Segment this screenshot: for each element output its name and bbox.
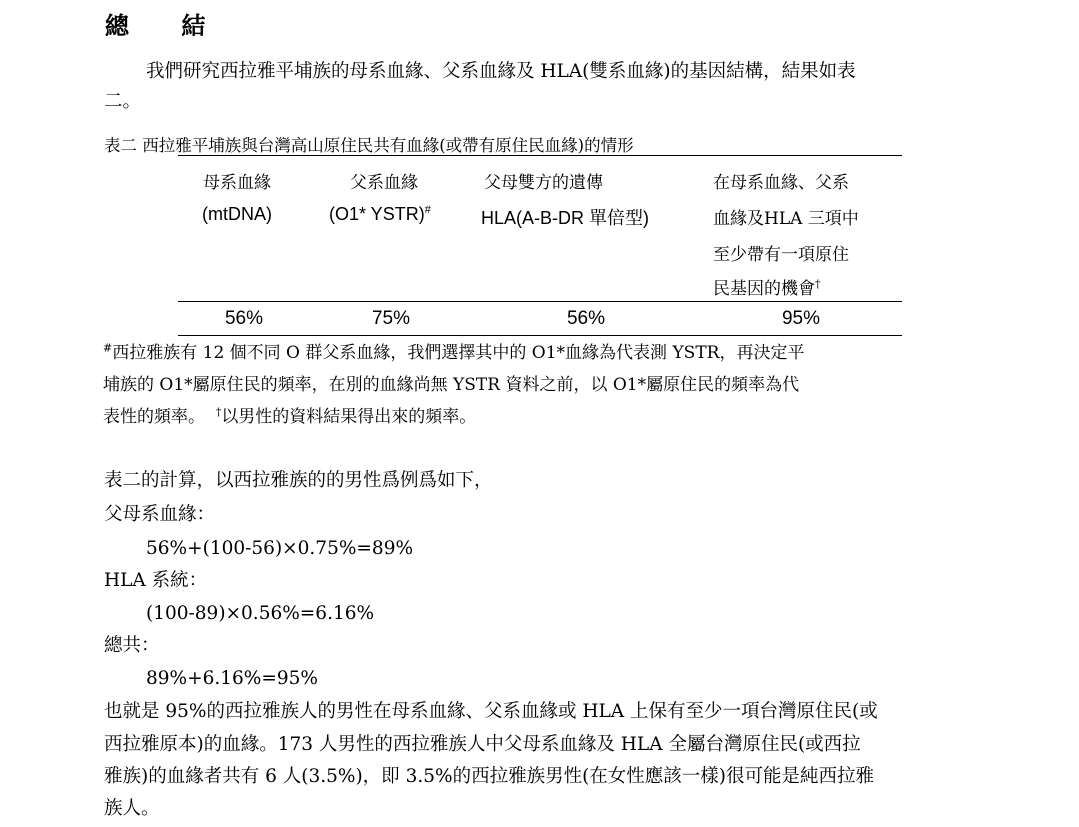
conclusion-line-4: 族人。: [104, 798, 160, 819]
value-paternal: 75%: [371, 308, 411, 329]
header-biparental-sub: HLA(A-B-DR 單倍型): [481, 208, 650, 228]
header-paternal-sub: (O1* YSTR)#: [329, 204, 431, 224]
table-caption: 表二 西拉雅平埔族與台灣高山原住民共有血緣(或帶有原住民血緣)的情形: [104, 136, 634, 155]
footnote-line-3: 表性的頻率。 †以男性的資料結果得出來的頻率。: [103, 405, 477, 427]
header-maternal: 母系血緣: [203, 173, 271, 193]
conclusion-line-3: 雅族)的血緣者共有 6 人(3.5%)，即 3.5%的西拉雅族男性(在女性應該一樣)很可能是純西拉雅: [104, 766, 875, 787]
conclusion-line-2: 西拉雅原本)的血緣。173 人男性的西拉雅族人中父母系血緣及 HLA 全屬台灣原住民(或西拉: [104, 734, 861, 755]
footnote-line-2: 埔族的 O1*屬原住民的頻率，在別的血緣尚無 YSTR 資料之前，以 O1*屬原住民的頻率為代: [103, 375, 800, 395]
section-heading: 總 結: [105, 12, 228, 40]
calc-hla-label: HLA 系統：: [104, 570, 208, 591]
header-any-line4: 民基因的機會†: [713, 277, 821, 299]
calc-parental-label: 父母系血緣：: [104, 504, 216, 525]
header-any-line1: 在母系血緣、父系: [713, 173, 849, 193]
intro-line-1: 我們研究西拉雅平埔族的母系血緣、父系血緣及 HLA(雙系血緣)的基因結構，結果如表: [146, 61, 856, 82]
value-biparental: 56%: [566, 308, 606, 329]
calc-total-label: 總共：: [104, 635, 160, 656]
calc-hla-formula: (100-89)×0.56%=6.16%: [146, 603, 375, 624]
header-maternal-sub: (mtDNA): [202, 204, 272, 224]
footnote-line-1: #西拉雅族有 12 個不同 O 群父系血緣，我們選擇其中的 O1*血緣為代表測 YSTR，再決定平: [103, 341, 805, 363]
header-paternal: 父系血緣: [350, 173, 418, 193]
table-top-rule: [178, 155, 902, 156]
calc-parental-formula: 56%+(100-56)×0.75%=89%: [146, 538, 414, 559]
intro-line-2: 二。: [104, 91, 142, 112]
value-maternal: 56%: [224, 308, 264, 329]
table-bottom-rule: [178, 335, 902, 336]
calc-intro: 表二的計算，以西拉雅族的的男性爲例爲如下，: [104, 470, 493, 491]
header-any-line3: 至少帶有一項原住: [713, 245, 849, 265]
header-any-line2: 血緣及HLA 三項中: [713, 209, 859, 229]
value-any: 95%: [781, 308, 821, 329]
calc-total-formula: 89%+6.16%=95%: [146, 668, 319, 689]
table-mid-rule: [178, 301, 902, 302]
conclusion-line-1: 也就是 95%的西拉雅族人的男性在母系血緣、父系血緣或 HLA 上保有至少一項台灣原住民(或: [104, 701, 878, 722]
header-biparental: 父母雙方的遺傳: [484, 173, 603, 193]
